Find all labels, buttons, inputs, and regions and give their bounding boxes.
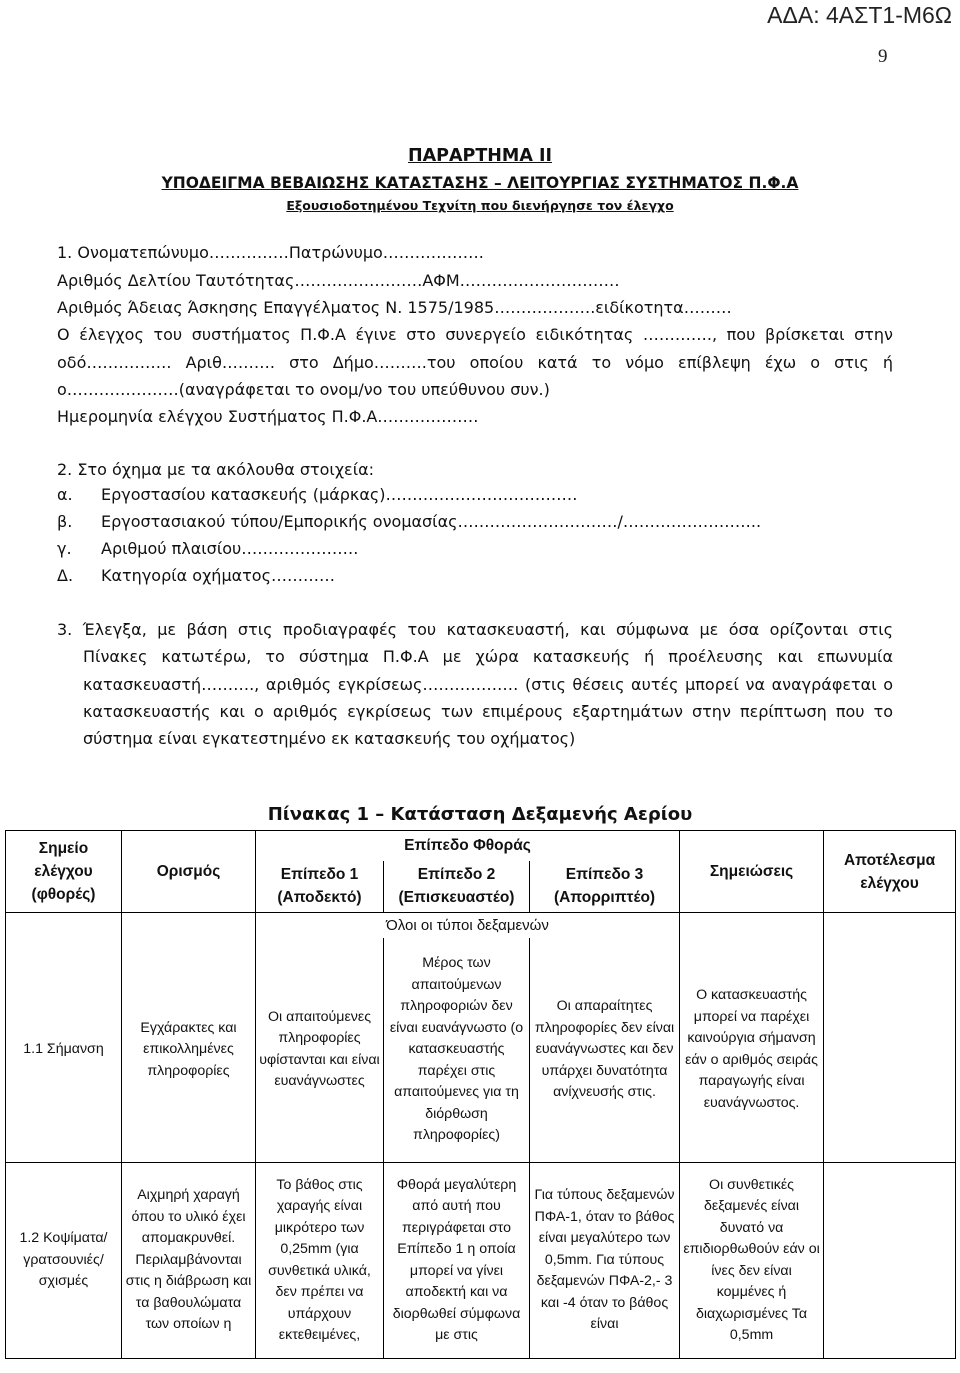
table-header-row (6, 831, 956, 861)
row-point: 1.2 Κοψίματα/ γρατσουνιές/ σχισμές (6, 1163, 122, 1359)
table-row (6, 938, 956, 1163)
header-level-group: Επίπεδο Φθοράς (256, 831, 680, 861)
row-level-3: Οι απαραίτητες πληροφορίες δεν είναι ευανάγνωστες και δεν υπάρχει δυνατότητα ανίχνευσής στις. (530, 938, 680, 1163)
item-label: Δ. (57, 566, 74, 585)
header-level-2: Επίπεδο 2 (Επισκευαστέο) (384, 861, 530, 913)
row-result (824, 938, 956, 1163)
table-title: Πίνακας 1 – Κατάσταση Δεξαμενής Αερίου (267, 804, 693, 825)
header-level-1: Επίπεδο 1 (Αποδεκτό) (256, 861, 384, 913)
document-subtitle-technician: Εξουσιοδοτημένου Τεχνίτη που διενήργησε τον έλεγχο (286, 198, 674, 213)
item-text: Εργοστασιακού τύπου/Εμπορικής ονομασίας…………………………/…………………….. (101, 512, 762, 531)
section2-item-d (57, 566, 335, 585)
table-row (6, 1163, 956, 1359)
section3-line1: 3. Έλεγξα, με βάση στις προδιαγραφές του κατασκευαστή, και σύμφωνα με όσα ορίζονται στις (57, 620, 893, 639)
row-level-1: Το βάθος στις χαραγής είναι μικρότερο των 0,25mm (για συνθετικά υλικά, δεν πρέπει να υπάρχουν εκτεθειμένες, (256, 1163, 384, 1359)
item-label: γ. (57, 539, 72, 558)
section2-item-c (57, 539, 358, 558)
section1-line3: Αριθμός Άδειας Άσκησης Επαγγέλματος Ν. 1575/1985……………….ειδίκοτητα……… (57, 298, 732, 317)
all-tank-types-label: Όλοι οι τύποι δεξαμενών (256, 913, 680, 938)
section1-line2: Αριθμός Δελτίου Ταυτότητας……………………ΑΦΜ………………………… (57, 271, 620, 290)
item-label: β. (57, 512, 73, 531)
row-point: 1.1 Σήμανση (6, 938, 122, 1163)
section2-heading: 2. Στο όχημα με τα ακόλουθα στοιχεία: (57, 460, 375, 479)
header-notes: Σημειώσεις (680, 831, 824, 913)
row-notes: Ο κατασκευαστής μπορεί να παρέχει καινούργια σήμανση εάν ο αριθμός σειράς παραγωγής είναι ευανάγνωστος. (680, 938, 824, 1163)
table-row-all-types (6, 913, 956, 938)
section1-line5: οδό……………. Αριθ………. στο Δήμο……….του οποίου κατά το νόμο επίβλεψη έχω ο στις ή (57, 353, 893, 372)
section1-line1: 1. Ονοματεπώνυμο……………Πατρώνυμο………………. (57, 243, 484, 262)
header-check-point: Σημείο ελέγχου (φθορές) (6, 831, 122, 913)
header-definition: Ορισμός (122, 831, 256, 913)
item-text: Εργοστασίου κατασκευής (μάρκας)……………………………… (101, 485, 578, 504)
row-level-2: Μέρος των απαιτούμενων πληροφοριών δεν είναι ευανάγνωστο (ο κατασκευαστής παρέχει στις απαιτούμενες για τη διόρθωση πληροφορίες) (384, 938, 530, 1163)
row-definition: Εγχάρακτες και επικολλημένες πληροφορίες (122, 938, 256, 1163)
item-label: α. (57, 485, 73, 504)
row-level-1: Οι απαιτούμενες πληροφορίες υφίστανται και είναι ευανάγνωστες (256, 938, 384, 1163)
section3-line3: κατασκευαστή………., αριθμός εγκρίσεως……………… (στις θέσεις αυτές μπορεί να αναγράφεται ο (83, 675, 893, 694)
document-subtitle: ΥΠΟΔΕΙΓΜΑ ΒΕΒΑΙΩΣΗΣ ΚΑΤΑΣΤΑΣΗΣ – ΛΕΙΤΟΥΡΓΙΑΣ ΣΥΣΤΗΜΑΤΟΣ Π.Φ.Α (161, 174, 799, 192)
appendix-title: ΠΑΡΑΡΤΗΜΑ ΙΙ (407, 146, 553, 166)
header-result: Αποτέλεσμα ελέγχου (824, 831, 956, 913)
row-notes: Οι συνθετικές δεξαμενές είναι δυνατό να επιδιορθωθούν εάν οι ίνες δεν είναι κομμένες ή διαχωρισμένες Τα 0,5mm (680, 1163, 824, 1359)
row-level-2: Φθορά μεγαλύτερη από αυτή που περιγράφεται στο Επίπεδο 1 η οποία μπορεί να γίνει αποδεκτή και να διορθωθεί σύμφωνα με στις (384, 1163, 530, 1359)
row-definition: Αιχμηρή χαραγή όπου το υλικό έχει απομακρυνθεί. Περιλαμβάνονται στις η διάβρωση και τα βαθουλώματα των οποίων η (122, 1163, 256, 1359)
item-text: Αριθμού πλαισίου…………………. (101, 539, 359, 558)
header-level-3: Επίπεδο 3 (Απορριπτέο) (530, 861, 680, 913)
tank-condition-table (5, 830, 956, 1359)
ada-code: ΑΔΑ: 4ΑΣΤ1-Μ6Ω (767, 2, 952, 28)
row-result (824, 1163, 956, 1359)
page-number: 9 (878, 46, 888, 67)
section1-line7: Ημερομηνία ελέγχου Συστήματος Π.Φ.Α.……………… (57, 407, 479, 426)
section3-line4: κατασκευαστής και ο αριθμός εγκρίσεως των επιμέρους εξαρτημάτων στην περίπτωση που το (83, 702, 893, 721)
section2-item-b (57, 512, 761, 531)
section3-line5: σύστημα είναι εγκατεστημένο εκ κατασκευής του οχήματος) (83, 729, 576, 748)
section1-line6: ο…………………(αναγράφεται το ονομ/νο του υπεύθυνου συν.) (57, 380, 550, 399)
item-text: Κατηγορία οχήματος………… (101, 566, 335, 585)
section1-line4: Ο έλεγχος του συστήματος Π.Φ.Α έγινε στο συνεργείο ειδικότητας …………., που βρίσκεται στην (57, 325, 893, 344)
row-level-3: Για τύπους δεξαμενών ΠΦΑ-1, όταν το βάθος είναι μεγαλύτερο των 0,5mm. Για τύπους δεξαμενών ΠΦΑ-2,- 3 και -4 όταν το βάθος είναι (530, 1163, 680, 1359)
section3-line2: Πίνακες κατωτέρω, το σύστημα Π.Φ.Α με χώρα κατασκευής ή προέλευσης και επωνυμία (83, 647, 893, 666)
section2-item-a (57, 485, 578, 504)
